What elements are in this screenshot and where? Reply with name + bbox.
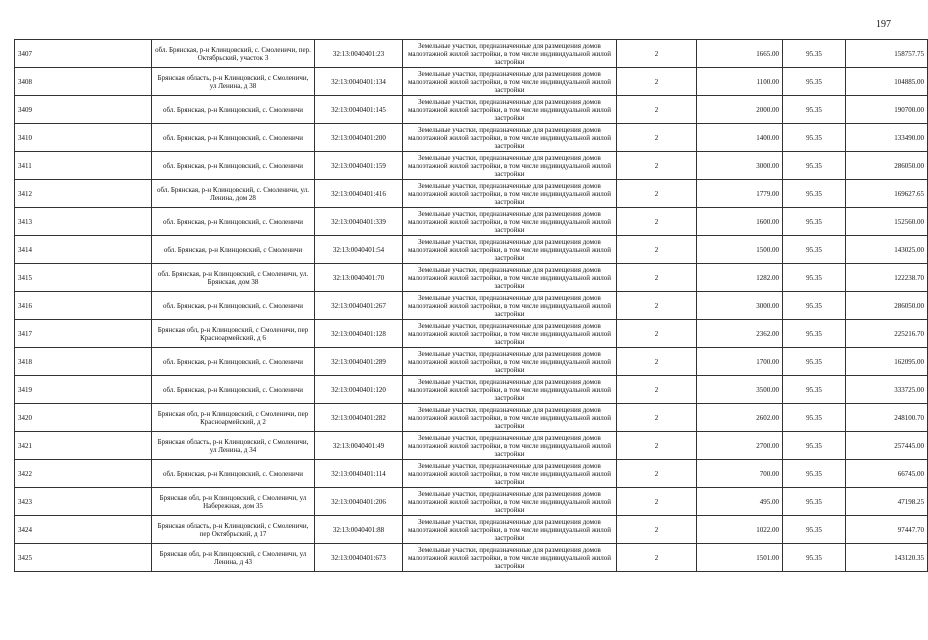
group-cell: 2 bbox=[617, 376, 697, 404]
cadastral-value-cell: 66745.00 bbox=[846, 460, 928, 488]
address-cell: обл. Брянская, р-н Клинцовский, с. Смоленичи bbox=[152, 152, 315, 180]
table-row bbox=[15, 264, 928, 292]
table-row bbox=[15, 544, 928, 572]
cadastral-value-cell: 104885.00 bbox=[846, 68, 928, 96]
address-cell: Брянская область, р-н Клинцовский, с Смоленичи, пер Октябрьский, д 17 bbox=[152, 516, 315, 544]
specific-value-cell: 95.35 bbox=[783, 348, 846, 376]
row-number: 3413 bbox=[15, 208, 152, 236]
group-cell: 2 bbox=[617, 348, 697, 376]
land-use-cell: Земельные участки, предназначенные для размещения домов малоэтажной жилой застройки, в том числе индивидуальной жилой застройки bbox=[403, 68, 617, 96]
area-cell: 3500.00 bbox=[697, 376, 783, 404]
row-number: 3420 bbox=[15, 404, 152, 432]
specific-value-cell: 95.35 bbox=[783, 460, 846, 488]
cadastral-number-cell: 32:13:0040401:70 bbox=[315, 264, 403, 292]
cadastral-value-cell: 152560.00 bbox=[846, 208, 928, 236]
land-use-cell: Земельные участки, предназначенные для размещения домов малоэтажной жилой застройки, в том числе индивидуальной жилой застройки bbox=[403, 544, 617, 572]
address-cell: обл. Брянская, р-н Клинцовский, с Смоленичи, ул. Брянская, дом 38 bbox=[152, 264, 315, 292]
row-number: 3423 bbox=[15, 488, 152, 516]
area-cell: 3000.00 bbox=[697, 292, 783, 320]
specific-value-cell: 95.35 bbox=[783, 180, 846, 208]
address-cell: обл. Брянская, р-н Клинцовский, с. Смоленичи, ул. Ленина, дом 28 bbox=[152, 180, 315, 208]
table-row bbox=[15, 292, 928, 320]
specific-value-cell: 95.35 bbox=[783, 320, 846, 348]
group-cell: 2 bbox=[617, 264, 697, 292]
group-cell: 2 bbox=[617, 68, 697, 96]
specific-value-cell: 95.35 bbox=[783, 404, 846, 432]
specific-value-cell: 95.35 bbox=[783, 292, 846, 320]
area-cell: 2700.00 bbox=[697, 432, 783, 460]
row-number: 3415 bbox=[15, 264, 152, 292]
cadastral-value-cell: 169627.65 bbox=[846, 180, 928, 208]
row-number: 3424 bbox=[15, 516, 152, 544]
cadastral-value-cell: 333725.00 bbox=[846, 376, 928, 404]
cadastral-number-cell: 32:13:0040401:54 bbox=[315, 236, 403, 264]
group-cell: 2 bbox=[617, 208, 697, 236]
area-cell: 1501.00 bbox=[697, 544, 783, 572]
specific-value-cell: 95.35 bbox=[783, 208, 846, 236]
address-cell: Брянская обл, р-н Клинцовский, с Смоленичи, пер Красноармейский, д 2 bbox=[152, 404, 315, 432]
page-number: 197 bbox=[876, 19, 891, 30]
group-cell: 2 bbox=[617, 124, 697, 152]
address-cell: обл. Брянская, р-н Клинцовский, с. Смоленичи bbox=[152, 348, 315, 376]
land-use-cell: Земельные участки, предназначенные для размещения домов малоэтажной жилой застройки, в том числе индивидуальной жилой застройки bbox=[403, 320, 617, 348]
row-number: 3414 bbox=[15, 236, 152, 264]
table-row bbox=[15, 404, 928, 432]
cadastral-number-cell: 32:13:0040401:145 bbox=[315, 96, 403, 124]
address-cell: Брянская область, р-н Клинцовский, с Смоленичи, ул Ленина, д 38 bbox=[152, 68, 315, 96]
land-use-cell: Земельные участки, предназначенные для размещения домов малоэтажной жилой застройки, в том числе индивидуальной жилой застройки bbox=[403, 348, 617, 376]
land-use-cell: Земельные участки, предназначенные для размещения домов малоэтажной жилой застройки, в том числе индивидуальной жилой застройки bbox=[403, 488, 617, 516]
cadastral-number-cell: 32:13:0040401:49 bbox=[315, 432, 403, 460]
group-cell: 2 bbox=[617, 96, 697, 124]
table-row bbox=[15, 376, 928, 404]
table-row bbox=[15, 208, 928, 236]
land-use-cell: Земельные участки, предназначенные для размещения домов малоэтажной жилой застройки, в том числе индивидуальной жилой застройки bbox=[403, 152, 617, 180]
land-use-cell: Земельные участки, предназначенные для размещения домов малоэтажной жилой застройки, в том числе индивидуальной жилой застройки bbox=[403, 376, 617, 404]
cadastral-value-cell: 225216.70 bbox=[846, 320, 928, 348]
address-cell: Брянская обл, р-н Клинцовский, с Смоленичи, пер Красноармейский, д 6 bbox=[152, 320, 315, 348]
address-cell: обл. Брянская, р-н Клинцовский, с. Смоленичи, пер. Октябрьский, участок 3 bbox=[152, 40, 315, 68]
row-number: 3410 bbox=[15, 124, 152, 152]
address-cell: обл. Брянская, р-н Клинцовский, с. Смоленичи bbox=[152, 124, 315, 152]
cadastral-value-cell: 158757.75 bbox=[846, 40, 928, 68]
cadastral-value-cell: 122238.70 bbox=[846, 264, 928, 292]
cadastral-number-cell: 32:13:0040401:267 bbox=[315, 292, 403, 320]
land-use-cell: Земельные участки, предназначенные для размещения домов малоэтажной жилой застройки, в том числе индивидуальной жилой застройки bbox=[403, 96, 617, 124]
address-cell: обл. Брянская, р-н Клинцовский, с. Смоленичи bbox=[152, 376, 315, 404]
cadastral-number-cell: 32:13:0040401:134 bbox=[315, 68, 403, 96]
area-cell: 1700.00 bbox=[697, 348, 783, 376]
table-row bbox=[15, 124, 928, 152]
table-row bbox=[15, 320, 928, 348]
group-cell: 2 bbox=[617, 292, 697, 320]
area-cell: 1779.00 bbox=[697, 180, 783, 208]
specific-value-cell: 95.35 bbox=[783, 236, 846, 264]
row-number: 3422 bbox=[15, 460, 152, 488]
land-use-cell: Земельные участки, предназначенные для размещения домов малоэтажной жилой застройки, в том числе индивидуальной жилой застройки bbox=[403, 404, 617, 432]
specific-value-cell: 95.35 bbox=[783, 40, 846, 68]
address-cell: Брянская обл, р-н Клинцовский, с Смоленичи, ул Набережная, дом 35 bbox=[152, 488, 315, 516]
group-cell: 2 bbox=[617, 180, 697, 208]
cadastral-number-cell: 32:13:0040401:114 bbox=[315, 460, 403, 488]
specific-value-cell: 95.35 bbox=[783, 432, 846, 460]
row-number: 3421 bbox=[15, 432, 152, 460]
cadastral-value-cell: 47198.25 bbox=[846, 488, 928, 516]
area-cell: 1100.00 bbox=[697, 68, 783, 96]
land-use-cell: Земельные участки, предназначенные для размещения домов малоэтажной жилой застройки, в том числе индивидуальной жилой застройки bbox=[403, 460, 617, 488]
land-use-cell: Земельные участки, предназначенные для размещения домов малоэтажной жилой застройки, в том числе индивидуальной жилой застройки bbox=[403, 292, 617, 320]
cadastral-number-cell: 32:13:0040401:200 bbox=[315, 124, 403, 152]
address-cell: обл. Брянская, р-н Клинцовский, с Смоленичи bbox=[152, 236, 315, 264]
group-cell: 2 bbox=[617, 544, 697, 572]
land-use-cell: Земельные участки, предназначенные для размещения домов малоэтажной жилой застройки, в том числе индивидуальной жилой застройки bbox=[403, 516, 617, 544]
table-row bbox=[15, 488, 928, 516]
row-number: 3409 bbox=[15, 96, 152, 124]
table-row bbox=[15, 432, 928, 460]
cadastral-number-cell: 32:13:0040401:289 bbox=[315, 348, 403, 376]
cadastral-value-cell: 248100.70 bbox=[846, 404, 928, 432]
row-number: 3408 bbox=[15, 68, 152, 96]
cadastral-value-cell: 143120.35 bbox=[846, 544, 928, 572]
cadastral-number-cell: 32:13:0040401:416 bbox=[315, 180, 403, 208]
cadastral-value-cell: 286050.00 bbox=[846, 292, 928, 320]
cadastral-number-cell: 32:13:0040401:282 bbox=[315, 404, 403, 432]
land-use-cell: Земельные участки, предназначенные для размещения домов малоэтажной жилой застройки, в том числе индивидуальной жилой застройки bbox=[403, 124, 617, 152]
area-cell: 1400.00 bbox=[697, 124, 783, 152]
row-number: 3412 bbox=[15, 180, 152, 208]
area-cell: 1600.00 bbox=[697, 208, 783, 236]
table-row bbox=[15, 180, 928, 208]
land-registry-table bbox=[14, 39, 928, 572]
table-row bbox=[15, 236, 928, 264]
table-row bbox=[15, 68, 928, 96]
cadastral-value-cell: 190700.00 bbox=[846, 96, 928, 124]
group-cell: 2 bbox=[617, 516, 697, 544]
address-cell: обл. Брянская, р-н Клинцовский, с. Смоленичи bbox=[152, 460, 315, 488]
cadastral-number-cell: 32:13:0040401:206 bbox=[315, 488, 403, 516]
specific-value-cell: 95.35 bbox=[783, 264, 846, 292]
area-cell: 2000.00 bbox=[697, 96, 783, 124]
cadastral-number-cell: 32:13:0040401:159 bbox=[315, 152, 403, 180]
cadastral-number-cell: 32:13:0040401:339 bbox=[315, 208, 403, 236]
group-cell: 2 bbox=[617, 488, 697, 516]
row-number: 3416 bbox=[15, 292, 152, 320]
group-cell: 2 bbox=[617, 236, 697, 264]
area-cell: 1022.00 bbox=[697, 516, 783, 544]
cadastral-value-cell: 133490.00 bbox=[846, 124, 928, 152]
table-row bbox=[15, 348, 928, 376]
specific-value-cell: 95.35 bbox=[783, 488, 846, 516]
area-cell: 495.00 bbox=[697, 488, 783, 516]
group-cell: 2 bbox=[617, 432, 697, 460]
group-cell: 2 bbox=[617, 460, 697, 488]
row-number: 3425 bbox=[15, 544, 152, 572]
cadastral-value-cell: 257445.00 bbox=[846, 432, 928, 460]
group-cell: 2 bbox=[617, 320, 697, 348]
group-cell: 2 bbox=[617, 152, 697, 180]
row-number: 3411 bbox=[15, 152, 152, 180]
specific-value-cell: 95.35 bbox=[783, 96, 846, 124]
group-cell: 2 bbox=[617, 40, 697, 68]
row-number: 3418 bbox=[15, 348, 152, 376]
row-number: 3419 bbox=[15, 376, 152, 404]
cadastral-number-cell: 32:13:0040401:128 bbox=[315, 320, 403, 348]
table-body bbox=[15, 40, 928, 572]
area-cell: 1665.00 bbox=[697, 40, 783, 68]
area-cell: 700.00 bbox=[697, 460, 783, 488]
area-cell: 2362.00 bbox=[697, 320, 783, 348]
table-row bbox=[15, 96, 928, 124]
cadastral-value-cell: 143025.00 bbox=[846, 236, 928, 264]
land-use-cell: Земельные участки, предназначенные для размещения домов малоэтажной жилой застройки, в том числе индивидуальной жилой застройки bbox=[403, 208, 617, 236]
cadastral-value-cell: 162095.00 bbox=[846, 348, 928, 376]
specific-value-cell: 95.35 bbox=[783, 516, 846, 544]
cadastral-value-cell: 97447.70 bbox=[846, 516, 928, 544]
table-row bbox=[15, 460, 928, 488]
address-cell: обл. Брянская, р-н Клинцовский, с. Смоленичи bbox=[152, 96, 315, 124]
area-cell: 1500.00 bbox=[697, 236, 783, 264]
cadastral-value-cell: 286050.00 bbox=[846, 152, 928, 180]
land-use-cell: Земельные участки, предназначенные для размещения домов малоэтажной жилой застройки, в том числе индивидуальной жилой застройки bbox=[403, 432, 617, 460]
cadastral-number-cell: 32:13:0040401:120 bbox=[315, 376, 403, 404]
area-cell: 1282.00 bbox=[697, 264, 783, 292]
land-use-cell: Земельные участки, предназначенные для размещения домов малоэтажной жилой застройки, в том числе индивидуальной жилой застройки bbox=[403, 236, 617, 264]
address-cell: Брянская область, р-н Клинцовский, с Смоленичи, ул Ленина, д 34 bbox=[152, 432, 315, 460]
specific-value-cell: 95.35 bbox=[783, 68, 846, 96]
land-use-cell: Земельные участки, предназначенные для размещения домов малоэтажной жилой застройки, в том числе индивидуальной жилой застройки bbox=[403, 264, 617, 292]
table-row bbox=[15, 152, 928, 180]
land-use-cell: Земельные участки, предназначенные для размещения домов малоэтажной жилой застройки, в том числе индивидуальной жилой застройки bbox=[403, 180, 617, 208]
cadastral-number-cell: 32:13:0040401:23 bbox=[315, 40, 403, 68]
row-number: 3417 bbox=[15, 320, 152, 348]
table-row bbox=[15, 40, 928, 68]
table-row bbox=[15, 516, 928, 544]
cadastral-number-cell: 32:13:0040401:88 bbox=[315, 516, 403, 544]
group-cell: 2 bbox=[617, 404, 697, 432]
address-cell: обл. Брянская, р-н Клинцовский, с. Смоленичи bbox=[152, 292, 315, 320]
specific-value-cell: 95.35 bbox=[783, 124, 846, 152]
land-use-cell: Земельные участки, предназначенные для размещения домов малоэтажной жилой застройки, в том числе индивидуальной жилой застройки bbox=[403, 40, 617, 68]
address-cell: Брянская обл, р-н Клинцовский, с Смоленичи, ул Ленина, д 43 bbox=[152, 544, 315, 572]
specific-value-cell: 95.35 bbox=[783, 152, 846, 180]
specific-value-cell: 95.35 bbox=[783, 544, 846, 572]
specific-value-cell: 95.35 bbox=[783, 376, 846, 404]
area-cell: 2602.00 bbox=[697, 404, 783, 432]
address-cell: обл. Брянская, р-н Клинцовский, с. Смоленичи bbox=[152, 208, 315, 236]
area-cell: 3000.00 bbox=[697, 152, 783, 180]
cadastral-number-cell: 32:13:0040401:673 bbox=[315, 544, 403, 572]
row-number: 3407 bbox=[15, 40, 152, 68]
